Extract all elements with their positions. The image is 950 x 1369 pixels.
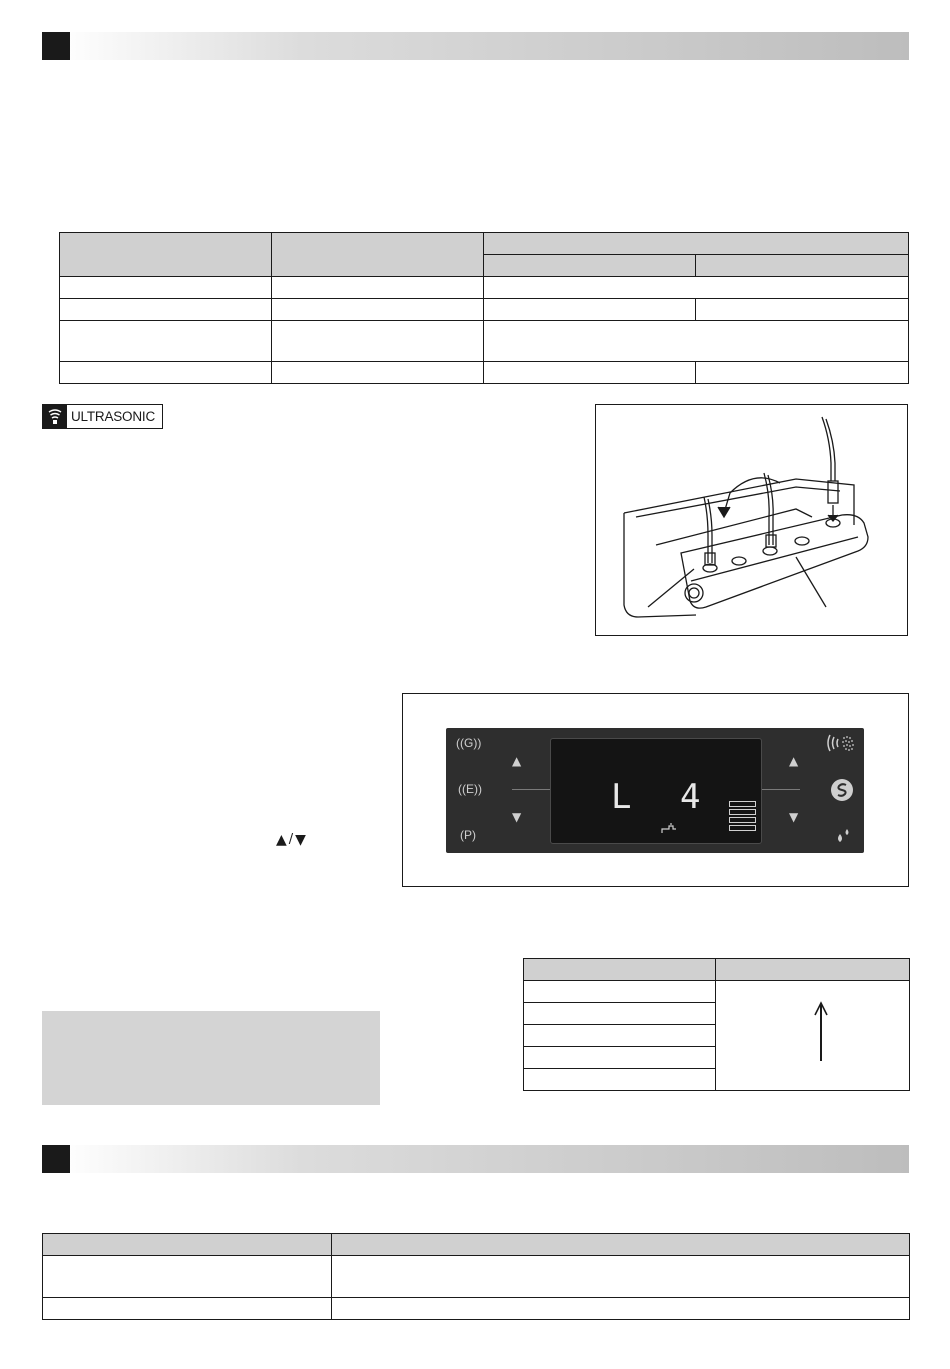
note-box <box>42 1011 380 1105</box>
ultrasonic-waves-icon <box>43 405 67 428</box>
inline-up-arrow-icon: ▲ <box>276 832 287 848</box>
section-header-bar <box>42 32 909 60</box>
table-row <box>60 362 909 384</box>
table-header-cell <box>43 1234 332 1256</box>
table-header-cell <box>272 233 484 277</box>
left-up-arrow-icon[interactable]: ▲ <box>512 754 522 768</box>
table-row <box>43 1256 910 1298</box>
mode-p-label: (P) <box>460 828 476 842</box>
table-row <box>524 981 910 1003</box>
inline-down-arrow-icon: ▼ <box>295 832 306 848</box>
ultrasonic-icon[interactable] <box>826 732 860 754</box>
control-display-panel <box>446 728 864 853</box>
tap-icon <box>661 823 677 835</box>
right-up-arrow-icon[interactable]: ▲ <box>789 754 799 768</box>
left-divider-line <box>512 789 550 790</box>
table-header-cell <box>332 1234 910 1256</box>
right-down-arrow-icon[interactable]: ▼ <box>789 810 799 824</box>
bottom-table <box>42 1233 910 1320</box>
irrigation-drops-icon[interactable] <box>834 826 854 846</box>
table-header-cell <box>696 255 909 277</box>
inline-up-down-arrows <box>276 833 306 847</box>
section-header-bar <box>42 1145 909 1173</box>
ultrasonic-badge <box>42 404 163 429</box>
table-header-cell <box>484 255 696 277</box>
table-row <box>60 277 909 299</box>
ultrasonic-badge-label: ULTRASONIC <box>71 409 156 424</box>
section-number-box <box>42 1145 70 1173</box>
inline-separator: / <box>288 832 294 847</box>
up-arrow-icon <box>811 1001 831 1065</box>
mode-g-label: ((G)) <box>456 736 482 750</box>
table-header-cell <box>524 959 716 981</box>
table-row <box>43 1298 910 1320</box>
tip-holder-illustration <box>596 405 909 637</box>
power-level-bars <box>729 801 756 833</box>
table-header-cell <box>484 233 909 255</box>
lcd-screen <box>550 738 762 844</box>
table-header-cell <box>716 959 910 981</box>
settings-table <box>59 232 909 384</box>
right-divider-line <box>762 789 800 790</box>
table-row <box>60 321 909 362</box>
section-number-box <box>42 32 70 60</box>
level-table <box>523 958 910 1091</box>
level-readout: L 4 <box>611 777 715 817</box>
tip-holder-figure <box>595 404 908 636</box>
scaler-s-icon[interactable] <box>830 778 854 802</box>
table-header-cell <box>60 233 272 277</box>
table-row <box>60 299 909 321</box>
mode-e-label: ((E)) <box>458 782 482 796</box>
left-down-arrow-icon[interactable]: ▼ <box>512 810 522 824</box>
increase-arrow-cell <box>716 981 910 1091</box>
